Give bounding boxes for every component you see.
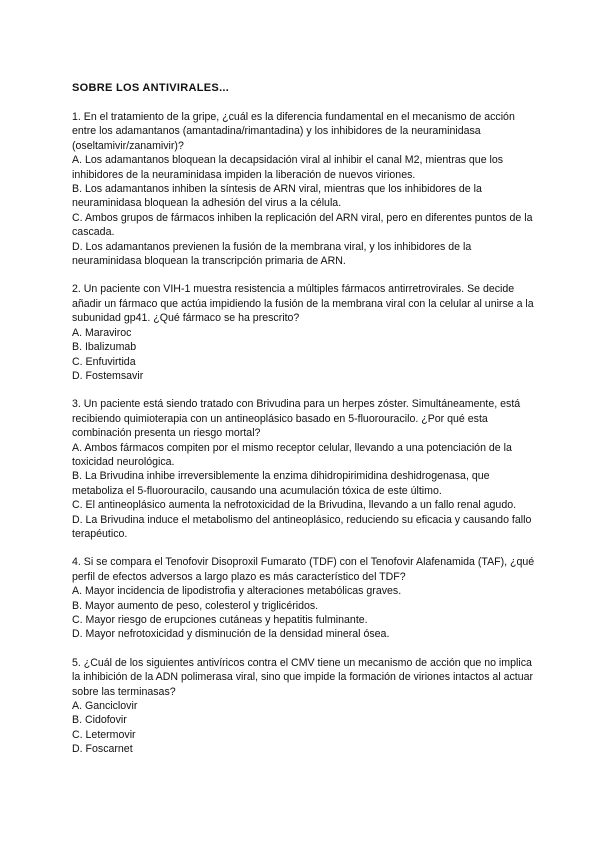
question-3 <box>72 397 540 541</box>
answer-option-a: A. Ganciclovir <box>72 700 138 713</box>
answer-option-b: B. La Brivudina inhibe irreversiblemente la enzima dihidropirimidina deshidrogenasa, que metaboliza el 5-fluorouracilo, causando una acumulación tóxica de este último. <box>72 470 490 497</box>
answer-option-d: D. Fostemsavir <box>72 369 144 382</box>
answer-option-d: D. La Brivudina induce el metabolismo del antineoplásico, reduciendo su eficacia y causando fallo terapéutico. <box>72 513 532 540</box>
answer-option-d: D. Los adamantanos previenen la fusión de la membrana viral, y los inhibidores de la neuraminidasa bloquean la transcripción primaria de ARN. <box>72 240 472 268</box>
answer-option-d: D. Foscarnet <box>72 743 133 756</box>
question-2 <box>72 282 540 383</box>
question-stem: 4. Si se compara el Tenofovir Disoproxil Fumarato (TDF) con el Tenofovir Alafenamida (TAF), ¿qué perfil de efectos adversos a largo plazo es más característico del TDF? <box>72 556 535 583</box>
question-1 <box>72 110 540 268</box>
question-stem: 3. Un paciente está siendo tratado con Brivudina para un herpes zóster. Simultáneamente, está recibiendo quimioterapia con un antineoplásico basado en 5-fluorouracilo. ¿Por qué esta combinación presenta un riesgo mortal? <box>72 398 521 440</box>
answer-option-c: C. Enfuvirtida <box>72 355 136 368</box>
answer-option-c: C. El antineoplásico aumenta la nefrotoxicidad de la Brivudina, llevando a un fallo renal agudo. <box>72 499 517 512</box>
answer-option-a: A. Ambos fármacos compiten por el mismo receptor celular, llevando a una potenciación de la toxicidad neurológica. <box>72 441 512 468</box>
question-stem: 5. ¿Cuál de los siguientes antivíricos contra el CMV tiene un mecanismo de acción que no implica la inhibición de la ADN polimerasa viral, sino que impide la formación de viriones intactos al actuar sobre las terminasas? <box>72 656 534 698</box>
answer-option-a: A. Mayor incidencia de lipodistrofia y alteraciones metabólicas graves. <box>72 585 402 598</box>
question-4 <box>72 555 540 641</box>
answer-option-b: B. Cidofovir <box>72 714 127 727</box>
answer-option-c: C. Mayor riesgo de erupciones cutáneas y hepatitis fulminante. <box>72 614 368 626</box>
answer-option-b: B. Los adamantanos inhiben la síntesis de ARN viral, mientras que los inhibidores de la neuraminidasa bloquean la adhesión del virus a la célula. <box>72 183 482 210</box>
answer-option-d: D. Mayor nefrotoxicidad y disminución de la densidad mineral ósea. <box>72 628 390 641</box>
answer-option-b: B. Mayor aumento de peso, colesterol y triglicéridos. <box>72 599 319 612</box>
question-stem: 1. En el tratamiento de la gripe, ¿cuál es la diferencia fundamental en el mecanismo de acción entre los adamantanos (amantadina/rimantadina) y los inhibidores de la neuraminidasa (oseltamivir/zanamivir)? <box>72 111 515 152</box>
answer-option-a: A. Los adamantanos bloquean la decapsidación viral al inhibir el canal M2, mientras que los inhibidores de la neuraminidasa impiden la liberación de nuevos viriones. <box>72 154 504 181</box>
answer-option-c: C. Letermovir <box>72 728 136 741</box>
question-5 <box>72 656 540 757</box>
document-title: SOBRE LOS ANTIVIRALES... <box>72 82 230 94</box>
answer-option-a: A. Maraviroc <box>72 326 132 339</box>
question-stem: 2. Un paciente con VIH-1 muestra resistencia a múltiples fármacos antirretrovirales. Se decide añadir un fármaco que actúa impidiendo la fusión de la membrana viral con la celular al unirse a la subunidad gp41. ¿Qué fármaco se ha prescrito? <box>72 283 534 325</box>
answer-option-c: C. Ambos grupos de fármacos inhiben la replicación del ARN viral, pero en diferentes puntos de la cascada. <box>72 211 533 239</box>
answer-option-b: B. Ibalizumab <box>72 341 137 354</box>
